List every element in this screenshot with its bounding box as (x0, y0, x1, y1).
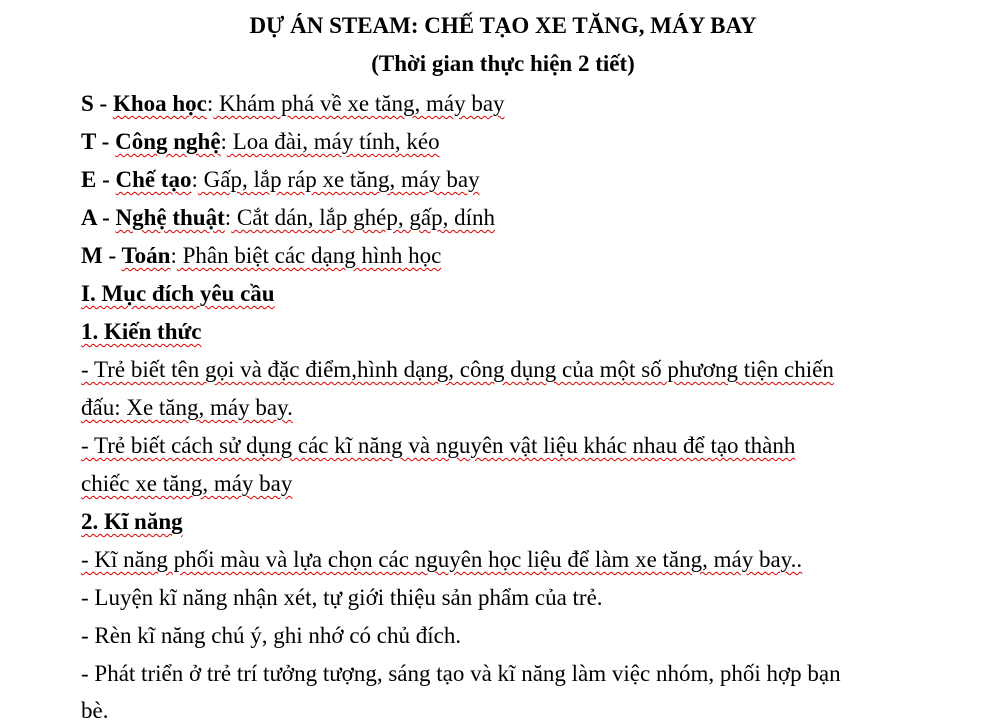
steam-text: Khám phá về xe tăng, máy bay (213, 91, 505, 116)
section-heading: I. Mục đích yêu cầu (81, 281, 275, 306)
steam-prefix: M - (81, 243, 122, 268)
steam-label: Chế tạo (115, 167, 192, 192)
steam-line-t (81, 128, 440, 156)
steam-colon: : (220, 129, 227, 154)
steam-line-s (81, 90, 505, 118)
steam-colon: : (170, 243, 177, 268)
paragraph-line: - Trẻ biết cách sử dụng các kĩ năng và nguyên vật liệu khác nhau để tạo thành (81, 433, 796, 458)
paragraph-line: - Kĩ năng phối màu và lựa chọn các nguyên học liệu để làm xe tăng, máy bay.. (81, 547, 803, 572)
steam-prefix: E - (81, 167, 116, 192)
steam-prefix: S - (81, 91, 113, 116)
steam-colon: : (224, 205, 232, 230)
steam-label: Công nghệ (115, 129, 221, 154)
steam-line-e (81, 166, 480, 194)
paragraph-line: - Trẻ biết tên gọi và đặc điểm,hình dạng, công dụng của một số phương tiện chiến (81, 357, 834, 382)
paragraph-line: bè. (81, 698, 109, 723)
steam-text: Gấp, lắp ráp xe tăng, máy bay (197, 167, 480, 192)
steam-label: Toán (121, 243, 171, 268)
document-title: DỰ ÁN STEAM: CHẾ TẠO XE TĂNG, MÁY BAY (249, 13, 757, 38)
steam-colon: : (191, 167, 198, 192)
steam-label: Khoa học (112, 91, 207, 116)
paragraph-line: chiếc xe tăng, máy bay (81, 471, 293, 496)
subsection-heading-skills: 2. Kĩ năng (81, 509, 183, 534)
paragraph-line: - Luyện kĩ năng nhận xét, tự giới thiệu sản phẩm của trẻ. (81, 585, 603, 610)
steam-colon: : (206, 91, 214, 116)
steam-line-a (81, 204, 495, 232)
subsection-heading-knowledge: 1. Kiến thức (81, 319, 202, 344)
document-subtitle: (Thời gian thực hiện 2 tiết) (371, 51, 635, 76)
paragraph-line: đấu: Xe tăng, máy bay. (81, 395, 293, 420)
steam-label: Nghệ thuật (115, 205, 225, 230)
steam-text: Phân biệt các dạng hình học (176, 243, 442, 268)
steam-text: Cắt dán, lắp ghép, gấp, dính (231, 205, 495, 230)
steam-prefix: T - (81, 129, 116, 154)
paragraph-line: - Rèn kĩ năng chú ý, ghi nhớ có chủ đích. (81, 623, 462, 648)
steam-prefix: A - (81, 205, 116, 230)
steam-text: Loa đài, máy tính, kéo (226, 129, 440, 154)
paragraph-line: - Phát triển ở trẻ trí tưởng tượng, sáng tạo và kĩ năng làm việc nhóm, phối hợp bạn (81, 661, 841, 686)
steam-line-m (81, 242, 441, 270)
